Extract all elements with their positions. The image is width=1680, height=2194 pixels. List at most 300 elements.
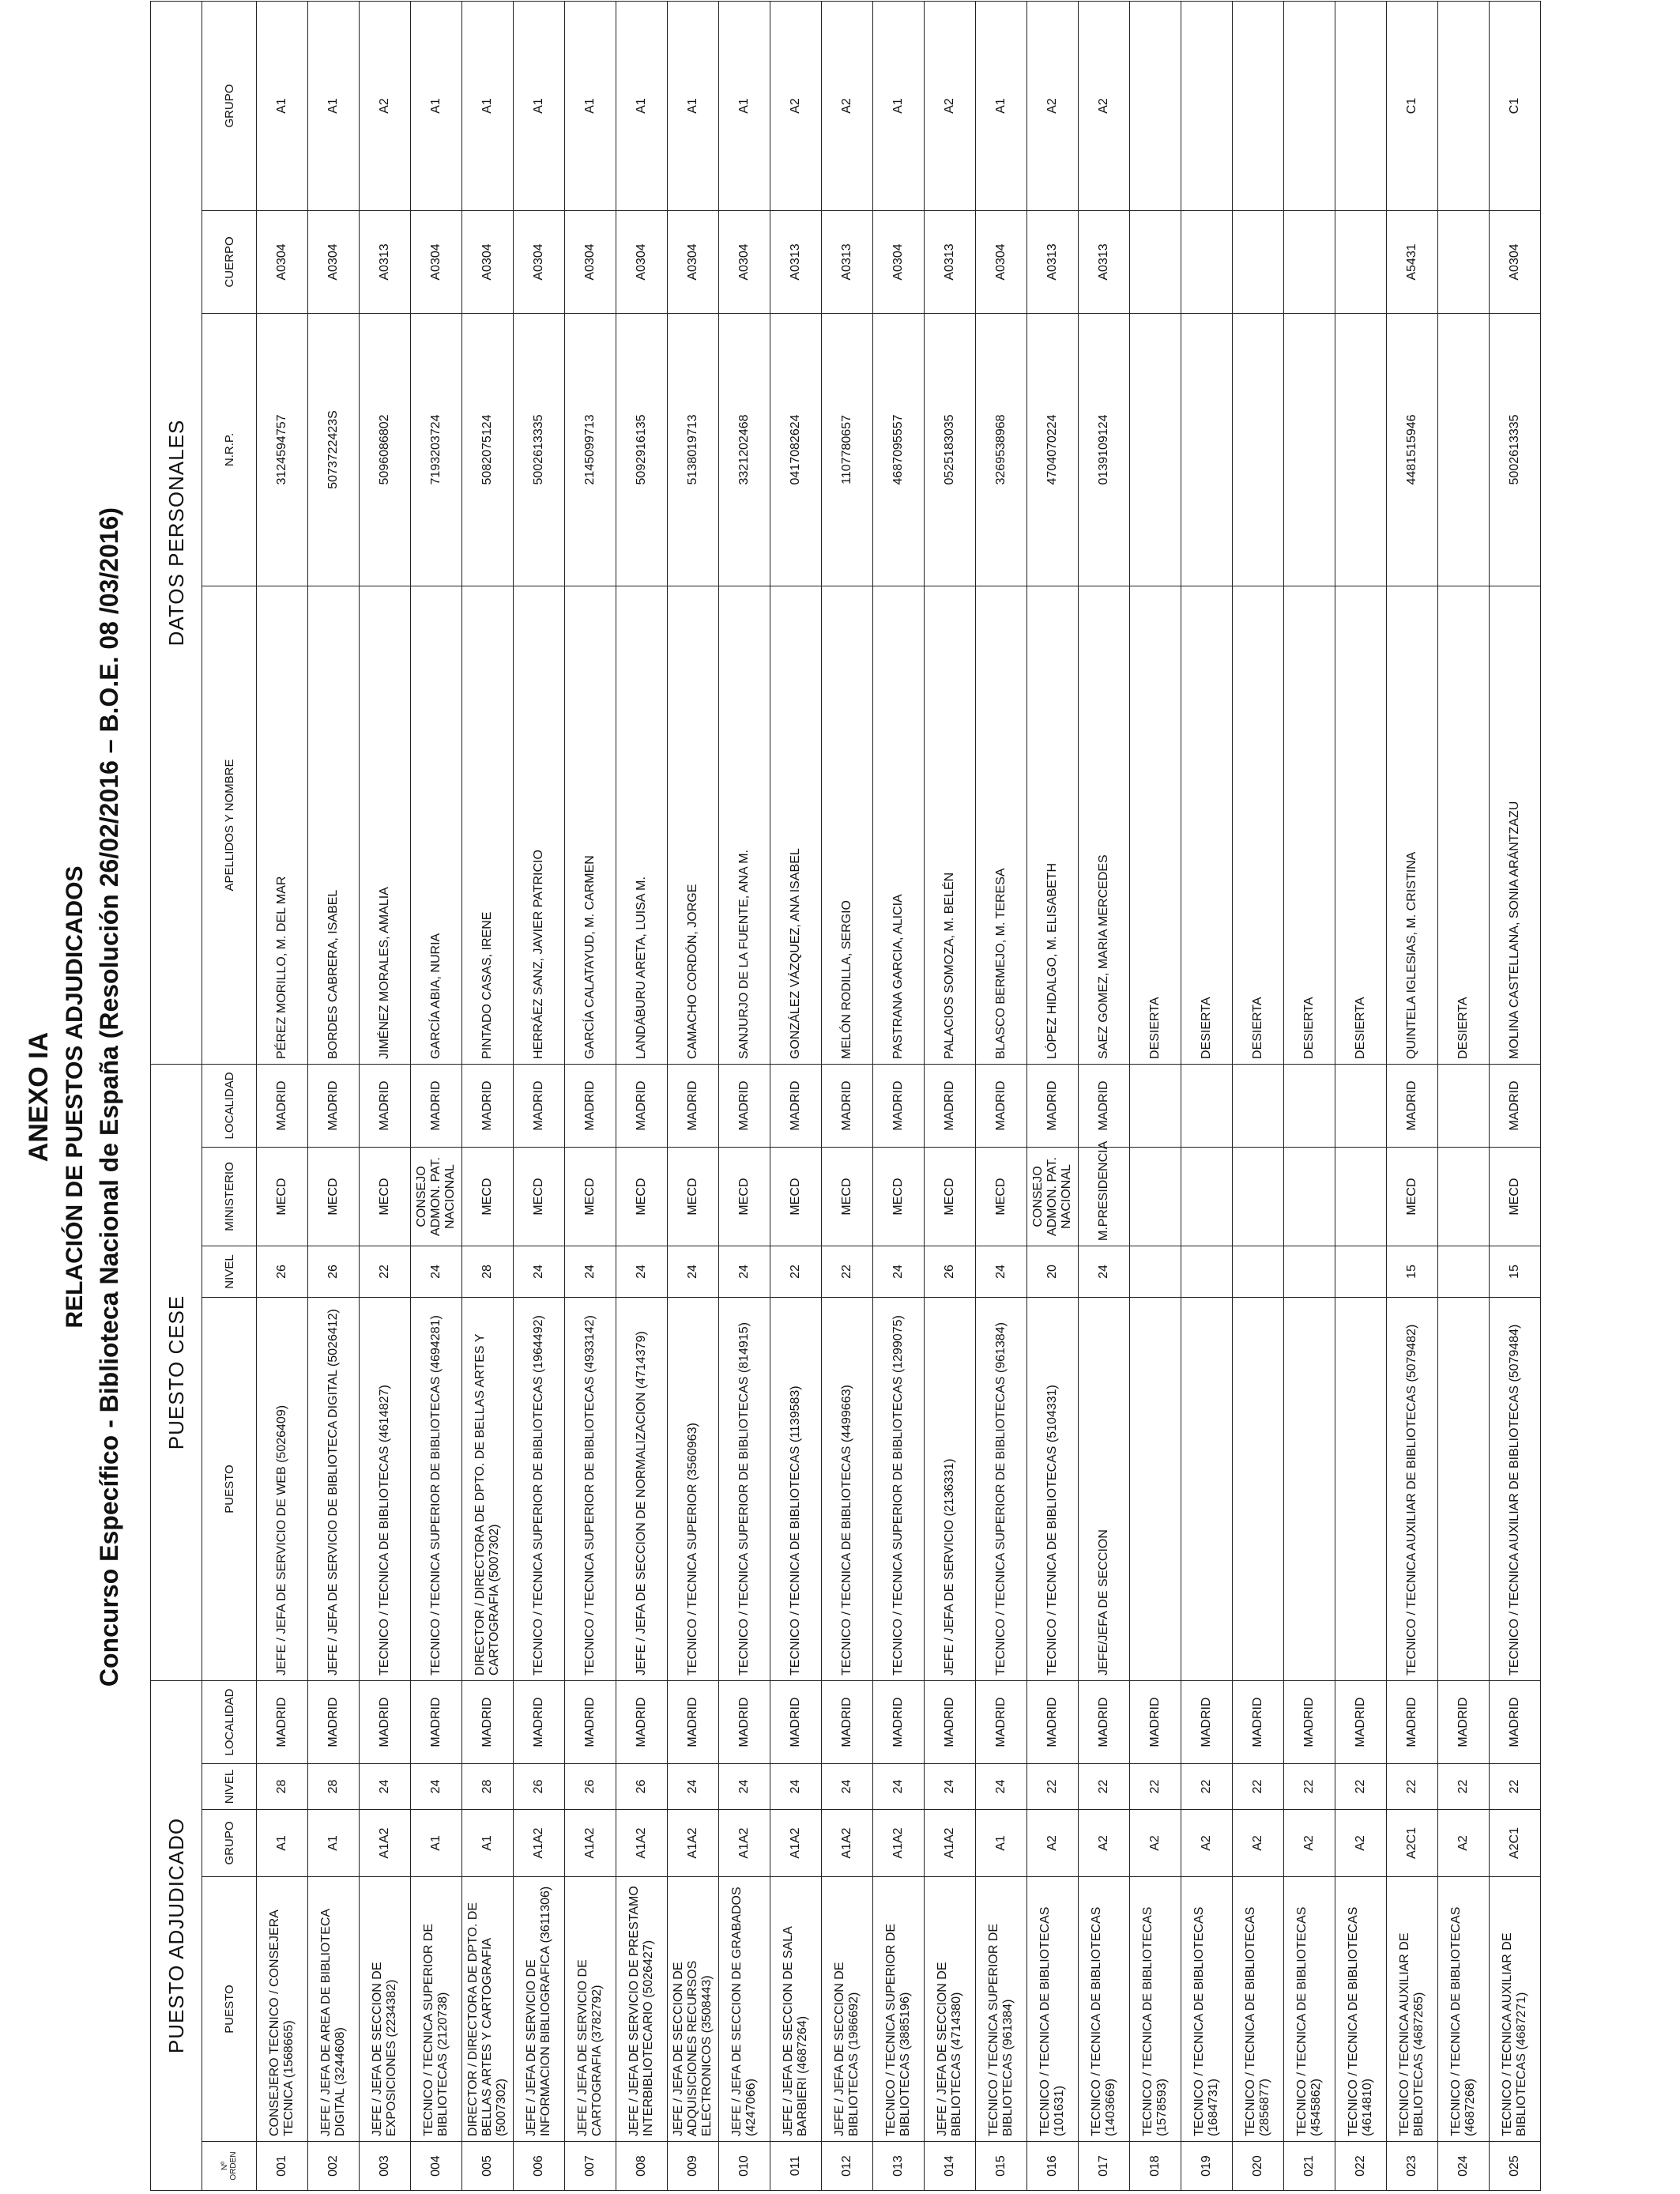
localidad-cell: MADRID: [873, 1681, 925, 1764]
cese-localidad-cell: MADRID: [360, 1064, 411, 1147]
name-cell: JIMÉNEZ MORALES, AMALIA: [360, 586, 411, 1064]
cuerpo-cell: A0304: [616, 210, 668, 313]
grupo-cell: A1A2: [360, 1810, 411, 1877]
localidad-cell: MADRID: [719, 1681, 770, 1764]
puesto-cell: TECNICO / TECNICA DE BIBLIOTECAS (4687268): [1438, 1877, 1490, 2142]
table-row: [1130, 1, 1181, 2190]
cese-nivel-cell: [1335, 1246, 1387, 1298]
grupo-cell: A1: [411, 1810, 462, 1877]
localidad-cell: MADRID: [1438, 1681, 1490, 1764]
cese-puesto-cell: JEFE/JEFA DE SECCION: [1079, 1298, 1130, 1681]
cese-nivel-cell: 22: [770, 1246, 822, 1298]
nrp-cell: 5138019713: [668, 313, 719, 586]
col-grupo: GRUPO: [202, 1810, 257, 1877]
cuerpo-cell: A0313: [1079, 210, 1130, 313]
order-cell: 010: [719, 2142, 770, 2191]
localidad-cell: MADRID: [462, 1681, 514, 1764]
cese-puesto-cell: DIRECTOR / DIRECTORA DE DPTO. DE BELLAS ARTES Y CARTOGRAFIA (5007302): [462, 1298, 514, 1681]
nivel-cell: 22: [1181, 1764, 1233, 1810]
localidad-cell: MADRID: [668, 1681, 719, 1764]
nivel-cell: 22: [1027, 1764, 1079, 1810]
table-row: [1335, 1, 1387, 2190]
nrp-cell: 4481515946: [1387, 313, 1438, 586]
grupo-cell: A1: [976, 1810, 1027, 1877]
cese-nivel-cell: 24: [411, 1246, 462, 1298]
nivel-cell: 22: [1387, 1764, 1438, 1810]
cese-puesto-cell: JEFE / JEFA DE SERVICIO (2136331): [925, 1298, 976, 1681]
cuerpo-cell: A0313: [360, 210, 411, 313]
nrp-cell: 5002613335: [1490, 313, 1541, 586]
nivel-cell: 22: [1079, 1764, 1130, 1810]
cuerpo-cell: [1181, 210, 1233, 313]
name-cell: PÉREZ MORILLO, M. DEL MAR: [257, 586, 308, 1064]
table-row: [360, 1, 411, 2190]
nrp-cell: 0525183035: [925, 313, 976, 586]
grupo-cell: A2: [1335, 1810, 1387, 1877]
cese-nivel-cell: 24: [668, 1246, 719, 1298]
cuerpo-cell: A0304: [719, 210, 770, 313]
table-row: [1027, 1, 1079, 2190]
order-cell: 019: [1181, 2142, 1233, 2191]
puesto-cell: JEFE / JEFA DE SERVICIO DE CARTOGRAFIA (3782792): [565, 1877, 616, 2142]
cese-nivel-cell: 26: [308, 1246, 360, 1298]
grupo-personal-cell: A1: [976, 1, 1027, 210]
table-row: [411, 1, 462, 2190]
name-cell: LÓPEZ HIDALGO, M. ELISABETH: [1027, 586, 1079, 1064]
cese-localidad-cell: MADRID: [873, 1064, 925, 1147]
document-subtitle: RELACIÓN DE PUESTOS ADJUDICADOS: [62, 865, 88, 1329]
grupo-personal-cell: A1: [719, 1, 770, 210]
nivel-cell: 28: [257, 1764, 308, 1810]
cese-puesto-cell: TECNICO / TECNICA SUPERIOR DE BIBLIOTECAS (814915): [719, 1298, 770, 1681]
order-cell: 018: [1130, 2142, 1181, 2191]
col-ministerio: MINISTERIO: [202, 1148, 257, 1246]
cese-localidad-cell: MADRID: [925, 1064, 976, 1147]
nrp-cell: 3321202468: [719, 313, 770, 586]
grupo-personal-cell: A1: [514, 1, 565, 210]
puesto-cell: TECNICO / TECNICA DE BIBLIOTECAS (101631): [1027, 1877, 1079, 2142]
puesto-cell: TECNICO / TECNICA SUPERIOR DE BIBLIOTECAS (3885196): [873, 1877, 925, 2142]
col-localidad: LOCALIDAD: [202, 1681, 257, 1764]
localidad-cell: MADRID: [360, 1681, 411, 1764]
ministerio-cell: MECD: [822, 1148, 873, 1246]
puesto-cell: DIRECTOR / DIRECTORA DE DPTO. DE BELLAS ARTES Y CARTOGRAFIA (5007302): [462, 1877, 514, 2142]
table-row: [770, 1, 822, 2190]
cuerpo-cell: [1335, 210, 1387, 313]
order-cell: 021: [1284, 2142, 1335, 2191]
cese-nivel-cell: 20: [1027, 1246, 1079, 1298]
nrp-cell: 2145099713: [565, 313, 616, 586]
name-cell: GARCÍA CALATAYUD, M. CARMEN: [565, 586, 616, 1064]
nivel-cell: 24: [976, 1764, 1027, 1810]
grupo-cell: A2: [1181, 1810, 1233, 1877]
nrp-cell: [1130, 313, 1181, 586]
col-orden: Nº ORDEN: [202, 2142, 257, 2191]
name-cell: QUINTELA IGLESIAS, M. CRISTINA: [1387, 586, 1438, 1064]
localidad-cell: MADRID: [925, 1681, 976, 1764]
cese-localidad-cell: MADRID: [770, 1064, 822, 1147]
nivel-cell: 22: [1438, 1764, 1490, 1810]
puesto-cell: TECNICO / TECNICA DE BIBLIOTECAS (1684731): [1181, 1877, 1233, 2142]
cuerpo-cell: [1233, 210, 1284, 313]
cese-puesto-cell: TECNICO / TECNICA DE BIBLIOTECAS (4614827): [360, 1298, 411, 1681]
resolution-line: Concurso Específico - Biblioteca Nacional de España (Resolución 26/02/2016 – B.O.E. 08 /03/2016): [95, 507, 123, 1687]
ministerio-cell: [1284, 1148, 1335, 1246]
ministerio-cell: [1233, 1148, 1284, 1246]
cese-nivel-cell: [1438, 1246, 1490, 1298]
localidad-cell: MADRID: [1387, 1681, 1438, 1764]
cese-nivel-cell: 24: [719, 1246, 770, 1298]
nrp-cell: 5073722423S: [308, 313, 360, 586]
puesto-cell: JEFE / JEFA DE SECCION DE ADQUISICIONES RECURSOS ELECTRONICOS (3508443): [668, 1877, 719, 2142]
order-cell: 020: [1233, 2142, 1284, 2191]
nrp-cell: 5096086802: [360, 313, 411, 586]
cuerpo-cell: [1438, 210, 1490, 313]
grupo-personal-cell: [1335, 1, 1387, 210]
ministerio-cell: [1438, 1148, 1490, 1246]
grupo-cell: A1A2: [873, 1810, 925, 1877]
grupo-cell: A2: [1027, 1810, 1079, 1877]
col-puesto: PUESTO: [202, 1877, 257, 2142]
cese-puesto-cell: JEFE / JEFA DE SERVICIO DE BIBLIOTECA DIGITAL (5026412): [308, 1298, 360, 1681]
section-datos-personales: DATOS PERSONALES: [151, 1, 202, 1064]
nrp-cell: [1335, 313, 1387, 586]
ministerio-cell: MECD: [360, 1148, 411, 1246]
puesto-cell: JEFE / JEFA DE SECCION DE GRABADOS (4247066): [719, 1877, 770, 2142]
name-cell: LANDÁBURU ARETA, LUISA M.: [616, 586, 668, 1064]
nrp-cell: [1181, 313, 1233, 586]
ministerio-cell: MECD: [308, 1148, 360, 1246]
nrp-cell: 5002613335: [514, 313, 565, 586]
cese-localidad-cell: MADRID: [462, 1064, 514, 1147]
cuerpo-cell: A0304: [668, 210, 719, 313]
cese-localidad-cell: MADRID: [822, 1064, 873, 1147]
order-cell: 022: [1335, 2142, 1387, 2191]
ministerio-cell: MECD: [616, 1148, 668, 1246]
cese-puesto-cell: TECNICO / TECNICA SUPERIOR DE BIBLIOTECAS (4694281): [411, 1298, 462, 1681]
nivel-cell: 24: [360, 1764, 411, 1810]
grupo-cell: A2: [1438, 1810, 1490, 1877]
cuerpo-cell: A0304: [873, 210, 925, 313]
grupo-personal-cell: A1: [616, 1, 668, 210]
cese-localidad-cell: [1233, 1064, 1284, 1147]
cese-localidad-cell: MADRID: [565, 1064, 616, 1147]
cuerpo-cell: A0304: [565, 210, 616, 313]
grupo-personal-cell: [1181, 1, 1233, 210]
cese-localidad-cell: MADRID: [411, 1064, 462, 1147]
cese-puesto-cell: TECNICO / TECNICA DE BIBLIOTECAS (4499663): [822, 1298, 873, 1681]
nivel-cell: 22: [1335, 1764, 1387, 1810]
table-row: [925, 1, 976, 2190]
name-cell: PALACIOS SOMOZA, M. BELÉN: [925, 586, 976, 1064]
cese-localidad-cell: MADRID: [976, 1064, 1027, 1147]
cese-puesto-cell: [1284, 1298, 1335, 1681]
cese-localidad-cell: MADRID: [1387, 1064, 1438, 1147]
nrp-cell: 4687095557: [873, 313, 925, 586]
cese-nivel-cell: 22: [822, 1246, 873, 1298]
section-puesto-adjudicado: PUESTO ADJUDICADO: [151, 1681, 202, 2191]
cese-puesto-cell: TECNICO / TECNICA SUPERIOR DE BIBLIOTECAS (1964492): [514, 1298, 565, 1681]
puesto-cell: TECNICO / TECNICA SUPERIOR DE BIBLIOTECAS (2120738): [411, 1877, 462, 2142]
col-nivel: NIVEL: [202, 1764, 257, 1810]
name-cell: HERRÁEZ SANZ, JAVIER PATRICIO: [514, 586, 565, 1064]
nivel-cell: 26: [616, 1764, 668, 1810]
puesto-cell: JEFE / JEFA DE SERVICIO DE PRESTAMO INTERBIBLIOTECARIO (5026427): [616, 1877, 668, 2142]
grupo-cell: A1A2: [770, 1810, 822, 1877]
cese-puesto-cell: [1335, 1298, 1387, 1681]
table-row: [1387, 1, 1438, 2190]
nrp-cell: [1233, 313, 1284, 586]
name-cell: MOLINA CASTELLANA, SONIA ARÁNTZAZU: [1490, 586, 1541, 1064]
cese-nivel-cell: [1130, 1246, 1181, 1298]
nrp-cell: 7193203724: [411, 313, 462, 586]
name-cell: PASTRANA GARCIA, ALICIA: [873, 586, 925, 1064]
cese-localidad-cell: MADRID: [719, 1064, 770, 1147]
puesto-cell: JEFE / JEFA DE SECCION DE EXPOSICIONES (2234382): [360, 1877, 411, 2142]
name-cell: SANJURJO DE LA FUENTE, ANA M.: [719, 586, 770, 1064]
document-title: ANEXO IA: [24, 1031, 54, 1163]
puesto-cell: JEFE / JEFA DE SECCION DE SALA BARBIERI (4687264): [770, 1877, 822, 2142]
grupo-cell: A2: [1130, 1810, 1181, 1877]
name-cell: MELÓN RODILLA, SERGIO: [822, 586, 873, 1064]
cese-nivel-cell: 28: [462, 1246, 514, 1298]
grupo-cell: A2C1: [1387, 1810, 1438, 1877]
table-row: [1079, 1, 1130, 2190]
grupo-cell: A1A2: [925, 1810, 976, 1877]
cese-nivel-cell: 24: [873, 1246, 925, 1298]
table-row: [1181, 1, 1233, 2190]
order-cell: 007: [565, 2142, 616, 2191]
cese-localidad-cell: MADRID: [616, 1064, 668, 1147]
grupo-cell: A2: [1284, 1810, 1335, 1877]
nrp-cell: 3124594757: [257, 313, 308, 586]
table-row: [822, 1, 873, 2190]
col-apellidos: APELLIDOS Y NOMBRE: [202, 586, 257, 1064]
cese-puesto-cell: [1438, 1298, 1490, 1681]
nivel-cell: 26: [514, 1764, 565, 1810]
grupo-cell: A2: [1233, 1810, 1284, 1877]
order-cell: 009: [668, 2142, 719, 2191]
col-cuerpo: CUERPO: [202, 210, 257, 313]
grupo-cell: A1: [308, 1810, 360, 1877]
ministerio-cell: CONSEJO ADMON. PAT. NACIONAL: [1027, 1148, 1079, 1246]
ministerio-cell: MECD: [257, 1148, 308, 1246]
name-cell: DESIERTA: [1335, 586, 1387, 1064]
localidad-cell: MADRID: [770, 1681, 822, 1764]
cese-localidad-cell: [1181, 1064, 1233, 1147]
order-cell: 014: [925, 2142, 976, 2191]
cuerpo-cell: A0313: [822, 210, 873, 313]
name-cell: DESIERTA: [1438, 586, 1490, 1064]
order-cell: 012: [822, 2142, 873, 2191]
nivel-cell: 28: [308, 1764, 360, 1810]
ministerio-cell: [1181, 1148, 1233, 1246]
order-cell: 008: [616, 2142, 668, 2191]
table-row: [1438, 1, 1490, 2190]
nrp-cell: 3269538968: [976, 313, 1027, 586]
grupo-personal-cell: A1: [257, 1, 308, 210]
cese-nivel-cell: 24: [514, 1246, 565, 1298]
cese-localidad-cell: MADRID: [257, 1064, 308, 1147]
order-cell: 017: [1079, 2142, 1130, 2191]
table-body: [257, 1, 1541, 2190]
col-cese-nivel: NIVEL: [202, 1246, 257, 1298]
cese-localidad-cell: MADRID: [1490, 1064, 1541, 1147]
nivel-cell: 22: [1233, 1764, 1284, 1810]
cese-localidad-cell: MADRID: [1079, 1064, 1130, 1147]
name-cell: CAMACHO CORDÓN, JORGE: [668, 586, 719, 1064]
cuerpo-cell: A0304: [462, 210, 514, 313]
nivel-cell: 22: [1130, 1764, 1181, 1810]
localidad-cell: MADRID: [1335, 1681, 1387, 1764]
cuerpo-cell: A0304: [514, 210, 565, 313]
grupo-personal-cell: A2: [925, 1, 976, 210]
puesto-cell: JEFE / JEFA DE SECCION DE BIBLIOTECAS (1986692): [822, 1877, 873, 2142]
cuerpo-cell: A0304: [1490, 210, 1541, 313]
puesto-cell: TECNICO / TECNICA DE BIBLIOTECAS (1403669): [1079, 1877, 1130, 2142]
cese-puesto-cell: TECNICO / TECNICA AUXILIAR DE BIBLIOTECAS (5079484): [1490, 1298, 1541, 1681]
localidad-cell: MADRID: [257, 1681, 308, 1764]
cese-puesto-cell: TECNICO / TECNICA SUPERIOR DE BIBLIOTECAS (961384): [976, 1298, 1027, 1681]
localidad-cell: MADRID: [514, 1681, 565, 1764]
puesto-cell: CONSEJERO TECNICO / CONSEJERA TECNICA (1568665): [257, 1877, 308, 2142]
grupo-personal-cell: A1: [668, 1, 719, 210]
grupo-cell: A2: [1079, 1810, 1130, 1877]
order-cell: 024: [1438, 2142, 1490, 2191]
cese-localidad-cell: [1335, 1064, 1387, 1147]
puesto-cell: TECNICO / TECNICA SUPERIOR DE BIBLIOTECAS (961384): [976, 1877, 1027, 2142]
table-row: [565, 1, 616, 2190]
cese-nivel-cell: 15: [1490, 1246, 1541, 1298]
localidad-cell: MADRID: [411, 1681, 462, 1764]
grupo-cell: A1: [257, 1810, 308, 1877]
table-row: [514, 1, 565, 2190]
cese-puesto-cell: [1130, 1298, 1181, 1681]
cese-puesto-cell: TECNICO / TECNICA AUXILIAR DE BIBLIOTECAS (5079482): [1387, 1298, 1438, 1681]
table-row: [1284, 1, 1335, 2190]
name-cell: PINTADO CASAS, IRENE: [462, 586, 514, 1064]
nrp-cell: 0139109124: [1079, 313, 1130, 586]
grupo-cell: A1A2: [719, 1810, 770, 1877]
order-cell: 006: [514, 2142, 565, 2191]
cese-localidad-cell: MADRID: [668, 1064, 719, 1147]
nrp-cell: [1438, 313, 1490, 586]
col-grupo-personal: GRUPO: [202, 1, 257, 210]
puesto-cell: JEFE / JEFA DE SECCION DE BIBLIOTECAS (4714380): [925, 1877, 976, 2142]
grupo-cell: A1A2: [565, 1810, 616, 1877]
cese-localidad-cell: MADRID: [514, 1064, 565, 1147]
ministerio-cell: MECD: [1490, 1148, 1541, 1246]
table-row: [668, 1, 719, 2190]
col-nrp: N.R.P.: [202, 313, 257, 586]
order-cell: 004: [411, 2142, 462, 2191]
nivel-cell: 28: [462, 1764, 514, 1810]
grupo-personal-cell: A1: [873, 1, 925, 210]
ministerio-cell: MECD: [976, 1148, 1027, 1246]
puesto-cell: JEFE / JEFA DE SERVICIO DE INFORMACION BIBLIOGRAFICA (3611306): [514, 1877, 565, 2142]
cese-nivel-cell: 24: [565, 1246, 616, 1298]
nrp-cell: 4704070224: [1027, 313, 1079, 586]
table-row: [719, 1, 770, 2190]
nivel-cell: 24: [770, 1764, 822, 1810]
ministerio-cell: MECD: [873, 1148, 925, 1246]
puesto-cell: TECNICO / TECNICA DE BIBLIOTECAS (1578593): [1130, 1877, 1181, 2142]
name-cell: DESIERTA: [1181, 586, 1233, 1064]
cese-localidad-cell: [1130, 1064, 1181, 1147]
cese-nivel-cell: 24: [976, 1246, 1027, 1298]
cuerpo-cell: A0304: [411, 210, 462, 313]
grupo-cell: A2C1: [1490, 1810, 1541, 1877]
adjudication-table: [150, 1, 1541, 2191]
cese-localidad-cell: [1284, 1064, 1335, 1147]
name-cell: BORDES CABRERA, ISABEL: [308, 586, 360, 1064]
name-cell: SAEZ GOMEZ, MARIA MERCEDES: [1079, 586, 1130, 1064]
cuerpo-cell: A0313: [770, 210, 822, 313]
nivel-cell: 22: [1490, 1764, 1541, 1810]
cese-nivel-cell: 26: [257, 1246, 308, 1298]
name-cell: BLASCO BERMEJO, M. TERESA: [976, 586, 1027, 1064]
cese-puesto-cell: TECNICO / TECNICA SUPERIOR DE BIBLIOTECAS (1299075): [873, 1298, 925, 1681]
order-cell: 011: [770, 2142, 822, 2191]
cese-puesto-cell: TECNICO / TECNICA SUPERIOR DE BIBLIOTECAS (4933142): [565, 1298, 616, 1681]
grupo-cell: A1A2: [514, 1810, 565, 1877]
ministerio-cell: MECD: [1387, 1148, 1438, 1246]
cuerpo-cell: A0304: [257, 210, 308, 313]
grupo-personal-cell: A1: [565, 1, 616, 210]
puesto-cell: TECNICO / TECNICA DE BIBLIOTECAS (2856877): [1233, 1877, 1284, 2142]
grupo-personal-cell: [1130, 1, 1181, 210]
grupo-personal-cell: C1: [1490, 1, 1541, 210]
ministerio-cell: MECD: [565, 1148, 616, 1246]
col-cese-localidad: LOCALIDAD: [202, 1064, 257, 1147]
table-row: [976, 1, 1027, 2190]
order-cell: 013: [873, 2142, 925, 2191]
ministerio-cell: MECD: [719, 1148, 770, 1246]
cuerpo-cell: A5431: [1387, 210, 1438, 313]
cese-nivel-cell: [1284, 1246, 1335, 1298]
localidad-cell: MADRID: [308, 1681, 360, 1764]
localidad-cell: MADRID: [1079, 1681, 1130, 1764]
order-cell: 015: [976, 2142, 1027, 2191]
localidad-cell: MADRID: [1284, 1681, 1335, 1764]
localidad-cell: MADRID: [1490, 1681, 1541, 1764]
nrp-cell: [1284, 313, 1335, 586]
name-cell: DESIERTA: [1233, 586, 1284, 1064]
cese-nivel-cell: [1181, 1246, 1233, 1298]
nivel-cell: 24: [873, 1764, 925, 1810]
grupo-personal-cell: [1284, 1, 1335, 210]
cese-puesto-cell: TECNICO / TECNICA DE BIBLIOTECAS (1139583): [770, 1298, 822, 1681]
nivel-cell: 22: [1284, 1764, 1335, 1810]
grupo-personal-cell: [1438, 1, 1490, 210]
order-cell: 003: [360, 2142, 411, 2191]
grupo-personal-cell: C1: [1387, 1, 1438, 210]
cese-puesto-cell: JEFE / JEFA DE SERVICIO DE WEB (5026409): [257, 1298, 308, 1681]
localidad-cell: MADRID: [976, 1681, 1027, 1764]
ministerio-cell: CONSEJO ADMON. PAT. NACIONAL: [411, 1148, 462, 1246]
nivel-cell: 26: [565, 1764, 616, 1810]
order-cell: 001: [257, 2142, 308, 2191]
grupo-personal-cell: [1233, 1, 1284, 210]
grupo-personal-cell: A2: [822, 1, 873, 210]
cese-localidad-cell: MADRID: [308, 1064, 360, 1147]
cese-localidad-cell: MADRID: [1027, 1064, 1079, 1147]
cese-nivel-cell: 22: [360, 1246, 411, 1298]
puesto-cell: TECNICO / TECNICA AUXILIAR DE BIBLIOTECAS (4687271): [1490, 1877, 1541, 2142]
puesto-cell: TECNICO / TECNICA DE BIBLIOTECAS (4545862): [1284, 1877, 1335, 2142]
table-row: [257, 1, 308, 2190]
name-cell: DESIERTA: [1284, 586, 1335, 1064]
